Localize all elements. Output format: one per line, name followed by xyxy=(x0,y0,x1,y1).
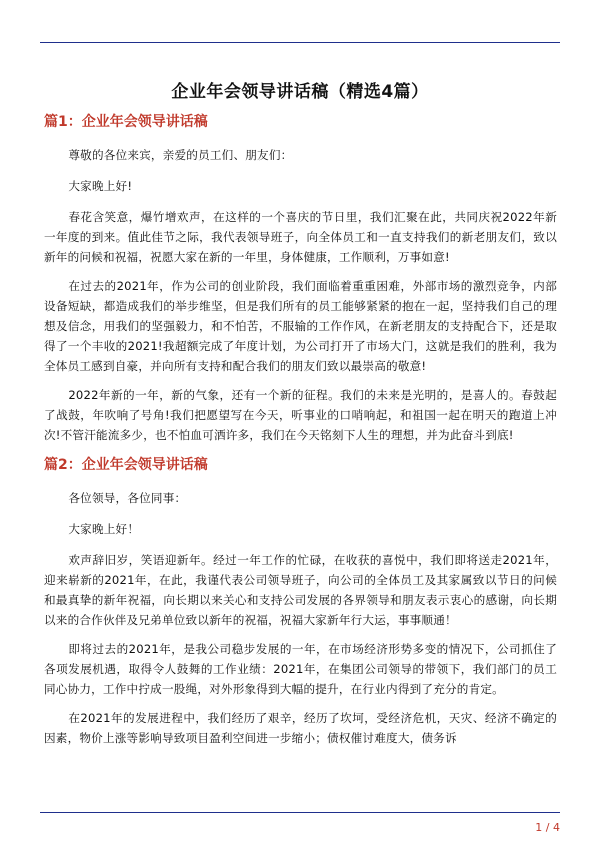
salutation: 尊敬的各位来宾，亲爱的员工们、朋友们： xyxy=(68,148,293,162)
body-paragraph: 即将过去的2021年，是我公司稳步发展的一年，在市场经济形势多变的情况下，公司抓住了各项发展机遇，取得令人鼓舞的工作业绩：2021年，在集团公司领导的带领下，我们部门的员工同心协力，工作中拧成一股绳，对外形象得到大幅的提升，在行业内得到了充分的肯定。 xyxy=(44,642,557,696)
greeting: 大家晚上好！ xyxy=(68,522,140,536)
header-rule xyxy=(40,42,560,43)
section-1 xyxy=(44,111,557,445)
body-paragraph: 在过去的2021年，作为公司的创业阶段，我们面临着重重困难，外部市场的激烈竞争，内部设备短缺，都造成我们的举步维坚，但是我们所有的员工能够紧紧的抱在一起，坚持我们自己的理想及信念，用我们的坚强毅力，和不怕苦，不服输的工作作风，在新老朋友的支持配合下，还是取得了一个丰收的2021!我超额完成了年度计划，为公司打开了市场大门，这就是我们的胜利，我为全体员工感到自豪，并向所有支持和配合我们的朋友们致以最崇高的敬意! xyxy=(44,279,557,373)
document-body xyxy=(44,111,557,757)
body-paragraph: 春花含笑意，爆竹增欢声，在这样的一个喜庆的节日里，我们汇聚在此，共同庆祝2022年新一年度的到来。值此佳节之际，我代表领导班子，向全体员工和一直支持我们的新老朋友们，致以新年的问候和祝福，祝愿大家在新的一年里，身体健康，工作顺利，万事如意! xyxy=(44,210,557,264)
salutation: 各位领导，各位同事： xyxy=(68,491,187,505)
footer-rule xyxy=(40,812,560,813)
page-indicator: 1 / 4 xyxy=(535,821,560,834)
section-heading: 篇2：企业年会领导讲话稿 xyxy=(44,457,208,473)
body-paragraph: 在2021年的发展进程中，我们经历了艰辛，经历了坎坷，受经济危机，天灾、经济不确定的因素，物价上涨等影响导致项目盈利空间进一步缩小；债权催讨难度大，债务诉 xyxy=(44,711,557,745)
body-paragraph: 2022年新的一年，新的气象，还有一个新的征程。我们的未来是光明的，是喜人的。春鼓起了战鼓，年吹响了号角!我们把愿望写在今天，听事业的口哨响起，和祖国一起在明天的跑道上冲次!不管汗能流多少，也不怕血可洒许多，我们在今天铭刻下人生的理想，并为此奋斗到底! xyxy=(44,388,557,442)
page-title: 企业年会领导讲话稿（精选4篇） xyxy=(171,82,429,102)
greeting: 大家晚上好! xyxy=(68,179,133,193)
section-heading: 篇1：企业年会领导讲话稿 xyxy=(44,114,208,130)
section-2 xyxy=(44,454,557,748)
body-paragraph: 欢声辞旧岁，笑语迎新年。经过一年工作的忙碌，在收获的喜悦中，我们即将送走2021年，迎来崭新的2021年，在此，我谨代表公司领导班子，向公司的全体员工及其家属致以节日的问候和最真挚的新年祝福，向长期以来关心和支持公司发展的各界领导和朋友表示衷心的感谢，向长期以来的合作伙伴及兄弟单位致以新年的祝福，祝福大家新年行大运，事事顺通！ xyxy=(44,553,557,627)
